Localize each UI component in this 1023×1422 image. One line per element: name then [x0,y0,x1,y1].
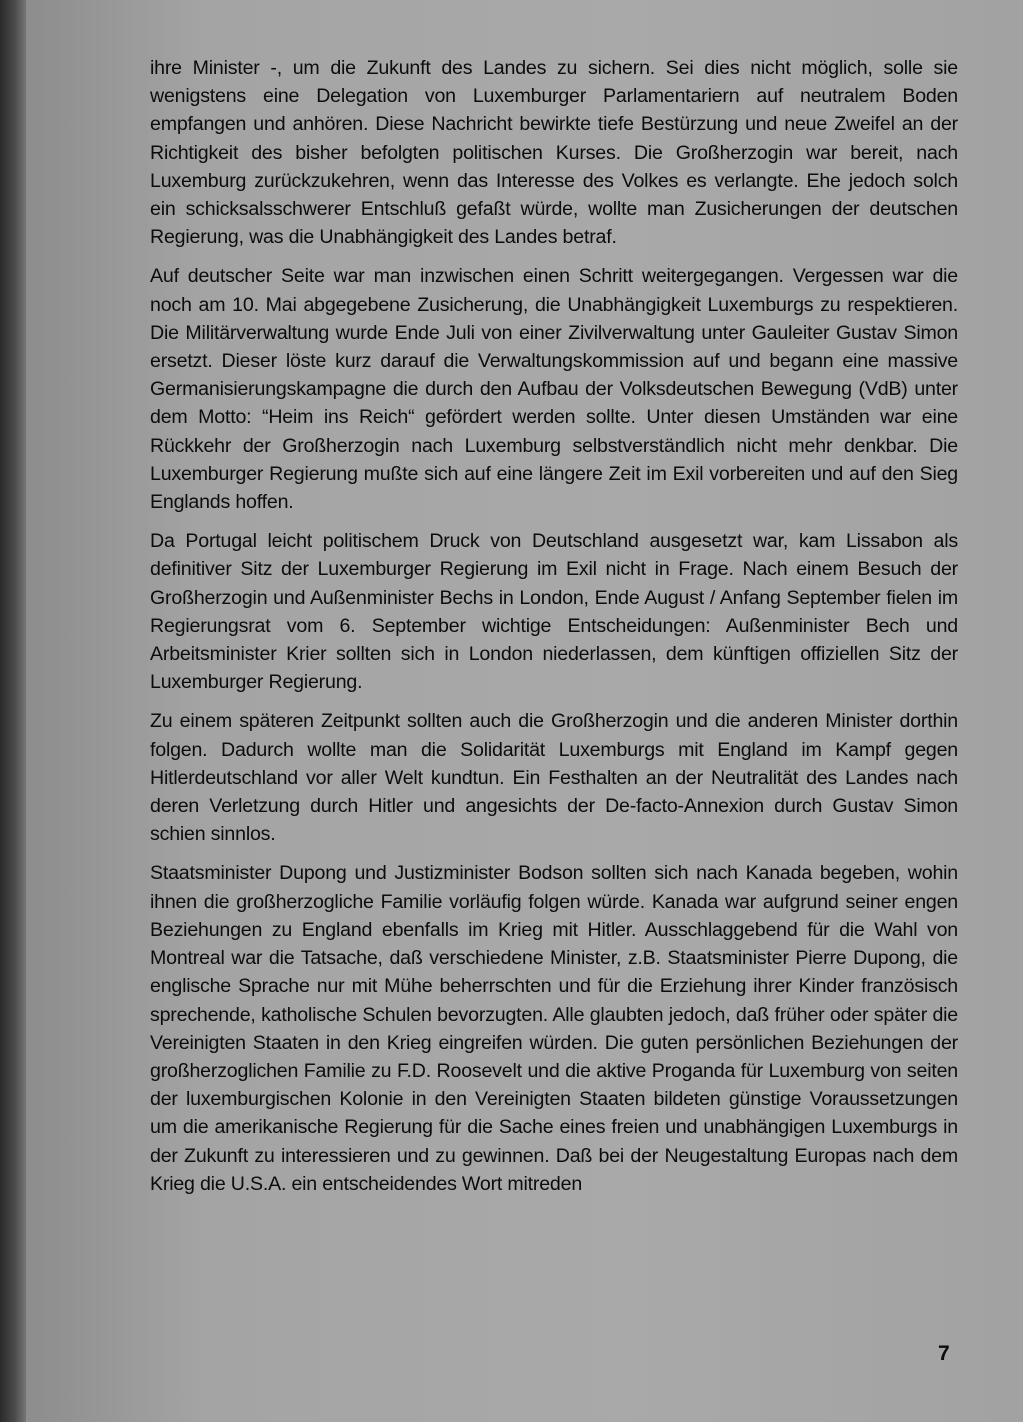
body-text [150,54,958,1209]
page-number: 7 [938,1342,950,1365]
paragraph-1: ihre Minister -, um die Zukunft des Landes zu sichern. Sei dies nicht möglich, solle sie wenigstens eine Delegation von Luxemburger Parlamentariern auf neutralem Boden empfangen und anhören. Diese Nachricht bewirkte tiefe Bestürzung und neue Zweifel an der Richtigkeit des bisher befolgten politischen Kurses. Die Großherzogin war bereit, nach Luxemburg zurückzukehren, wenn das Interesse des Volkes es verlangte. Ehe jedoch solch ein schicksalsschwerer Entschluß gefaßt würde, wollte man Zusicherungen der deutschen Regierung, was die Unabhängigkeit des Landes betraf. [150,57,958,249]
paragraph-4: Zu einem späteren Zeitpunkt sollten auch die Großherzogin und die anderen Minister dorthin folgen. Dadurch wollte man die Solidarität Luxemburgs mit England im Kampf gegen Hitlerdeutschland vor aller Welt kundtun. Ein Festhalten an der Neutralität des Landes nach deren Verletzung durch Hitler und angesichts der De-facto-Annexion durch Gustav Simon schien sinnlos. [150,710,958,846]
book-spine [0,0,26,1422]
paragraph-2: Auf deutscher Seite war man inzwischen einen Schritt weitergegangen. Vergessen war die noch am 10. Mai abgegebene Zusicherung, die Unabhängigkeit Luxemburgs zu respektieren. Die Militärverwaltung wurde Ende Juli von einer Zivilverwaltung unter Gauleiter Gustav Simon ersetzt. Dieser löste kurz darauf die Verwaltungskommission auf und begann eine massive Germanisierungskampagne die durch den Aufbau der Volksdeutschen Bewegung (VdB) unter dem Motto: “Heim ins Reich“ gefördert werden sollte. Unter diesen Umständen war eine Rückkehr der Großherzogin nach Luxemburg selbstverständlich nicht mehr denkbar. Die Luxemburger Regierung mußte sich auf eine längere Zeit im Exil vorbereiten und auf den Sieg Englands hoffen. [150,265,958,514]
paragraph-3: Da Portugal leicht politischem Druck von Deutschland ausgesetzt war, kam Lissabon als definitiver Sitz der Luxemburger Regierung im Exil nicht in Frage. Nach einem Besuch der Großherzogin und Außenminister Bechs in London, Ende August / Anfang September fielen im Regierungsrat vom 6. September wichtige Entscheidungen: Außenminister Bech und Arbeitsminister Krier sollten sich in London niederlassen, dem künftigen offiziellen Sitz der Luxemburger Regierung. [150,530,958,694]
paragraph-5: Staatsminister Dupong und Justizminister Bodson sollten sich nach Kanada begeben, wohin ihnen die großherzogliche Familie vorläufig folgen würde. Kanada war aufgrund seiner engen Beziehungen zu England ebenfalls im Krieg mit Hitler. Ausschlaggebend für die Wahl von Montreal war die Tatsache, daß verschiedene Minister, z.B. Staatsminister Pierre Dupong, die englische Sprache nur mit Mühe beherrschten und für die Erziehung ihrer Kinder französisch sprechende, katholische Schulen bevorzugten. Alle glaubten jedoch, daß früher oder später die Vereinigten Staaten in den Krieg eingreifen würden. Die guten persönlichen Beziehungen der großherzoglichen Familie zu F.D. Roosevelt und die aktive Proganda für Luxemburg von seiten der luxemburgischen Kolonie in den Vereinigten Staaten bildeten günstige Voraussetzungen um die amerikanische Regierung für die Sache eines freien und unabhängigen Luxemburgs in der Zukunft zu interessieren und zu gewinnen. Daß bei der Neugestaltung Europas nach dem Krieg die U.S.A. ein entscheidendes Wort mitreden [150,862,958,1195]
